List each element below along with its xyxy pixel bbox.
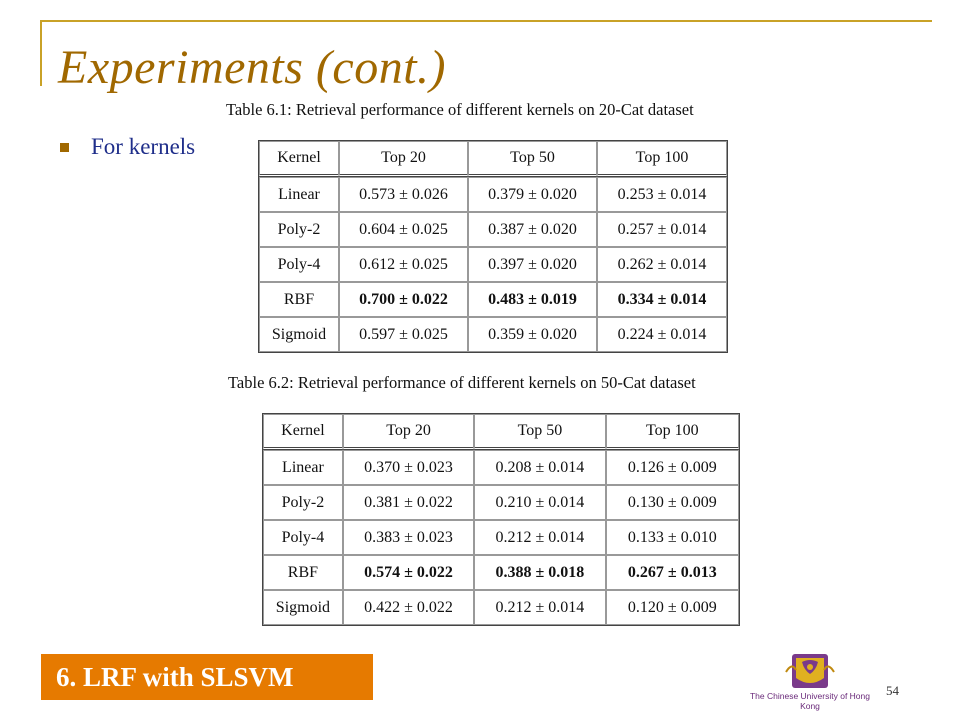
cell-value: 0.130 ± 0.009 bbox=[606, 485, 739, 520]
header-kernel: Kernel bbox=[259, 141, 339, 177]
cell-value-best: 0.574 ± 0.022 bbox=[343, 555, 474, 590]
table-row bbox=[259, 247, 727, 282]
slide-title: Experiments (cont.) bbox=[58, 41, 447, 94]
bullet-square-icon bbox=[60, 143, 69, 152]
table-header-row bbox=[259, 141, 727, 177]
header-top-20: Top 20 bbox=[339, 141, 468, 177]
cell-value: 0.573 ± 0.026 bbox=[339, 177, 468, 212]
cell-value-best: 0.700 ± 0.022 bbox=[339, 282, 468, 317]
cell-value-best: 0.334 ± 0.014 bbox=[597, 282, 727, 317]
cell-kernel: Linear bbox=[263, 450, 343, 485]
slide-frame-left bbox=[40, 20, 42, 86]
cell-value: 0.224 ± 0.014 bbox=[597, 317, 727, 352]
university-name: The Chinese University of Hong Kong bbox=[749, 691, 870, 711]
cell-value: 0.379 ± 0.020 bbox=[468, 177, 597, 212]
cell-value: 0.253 ± 0.014 bbox=[597, 177, 727, 212]
table-row bbox=[263, 590, 739, 625]
cell-kernel: RBF bbox=[259, 282, 339, 317]
cell-value-best: 0.483 ± 0.019 bbox=[468, 282, 597, 317]
table-1-caption: Table 6.1: Retrieval performance of different kernels on 20-Cat dataset bbox=[226, 100, 694, 119]
bullet-text: For kernels bbox=[91, 134, 196, 159]
cell-kernel: RBF bbox=[263, 555, 343, 590]
cell-value: 0.387 ± 0.020 bbox=[468, 212, 597, 247]
cell-kernel: Poly-4 bbox=[263, 520, 343, 555]
table-row bbox=[259, 317, 727, 352]
cell-kernel: Poly-2 bbox=[259, 212, 339, 247]
section-footer-bar bbox=[41, 654, 373, 700]
cell-kernel: Linear bbox=[259, 177, 339, 212]
header-top-50: Top 50 bbox=[474, 414, 605, 450]
cell-value: 0.422 ± 0.022 bbox=[343, 590, 474, 625]
cell-value: 0.212 ± 0.014 bbox=[474, 590, 605, 625]
table-1 bbox=[258, 140, 728, 353]
table-row-best bbox=[259, 282, 727, 317]
header-top-20: Top 20 bbox=[343, 414, 474, 450]
cell-value: 0.383 ± 0.023 bbox=[343, 520, 474, 555]
table-row-best bbox=[263, 555, 739, 590]
table-2-caption: Table 6.2: Retrieval performance of different kernels on 50-Cat dataset bbox=[228, 373, 696, 392]
cell-value: 0.359 ± 0.020 bbox=[468, 317, 597, 352]
section-footer-label: 6. LRF with SLSVM bbox=[56, 661, 294, 692]
table-row bbox=[263, 450, 739, 485]
header-top-100: Top 100 bbox=[606, 414, 739, 450]
cell-value-best: 0.388 ± 0.018 bbox=[474, 555, 605, 590]
cell-kernel: Poly-4 bbox=[259, 247, 339, 282]
cell-value: 0.597 ± 0.025 bbox=[339, 317, 468, 352]
cell-value-best: 0.267 ± 0.013 bbox=[606, 555, 739, 590]
header-top-50: Top 50 bbox=[468, 141, 597, 177]
cell-value: 0.126 ± 0.009 bbox=[606, 450, 739, 485]
header-top-100: Top 100 bbox=[597, 141, 727, 177]
table-row bbox=[259, 177, 727, 212]
table-row bbox=[263, 485, 739, 520]
page-number: 54 bbox=[886, 683, 899, 698]
table-2 bbox=[262, 413, 740, 626]
cell-value: 0.397 ± 0.020 bbox=[468, 247, 597, 282]
cell-value: 0.612 ± 0.025 bbox=[339, 247, 468, 282]
cell-value: 0.210 ± 0.014 bbox=[474, 485, 605, 520]
cell-value: 0.212 ± 0.014 bbox=[474, 520, 605, 555]
cell-value: 0.208 ± 0.014 bbox=[474, 450, 605, 485]
cell-value: 0.120 ± 0.009 bbox=[606, 590, 739, 625]
cell-kernel: Sigmoid bbox=[259, 317, 339, 352]
bullet-item bbox=[60, 134, 195, 160]
slide-frame-top bbox=[40, 20, 932, 22]
table-row bbox=[263, 520, 739, 555]
header-kernel: Kernel bbox=[263, 414, 343, 450]
table-row bbox=[259, 212, 727, 247]
table-header-row bbox=[263, 414, 739, 450]
cell-value: 0.370 ± 0.023 bbox=[343, 450, 474, 485]
cell-kernel: Poly-2 bbox=[263, 485, 343, 520]
cell-value: 0.133 ± 0.010 bbox=[606, 520, 739, 555]
cell-kernel: Sigmoid bbox=[263, 590, 343, 625]
cell-value: 0.381 ± 0.022 bbox=[343, 485, 474, 520]
cell-value: 0.604 ± 0.025 bbox=[339, 212, 468, 247]
cell-value: 0.257 ± 0.014 bbox=[597, 212, 727, 247]
cell-value: 0.262 ± 0.014 bbox=[597, 247, 727, 282]
